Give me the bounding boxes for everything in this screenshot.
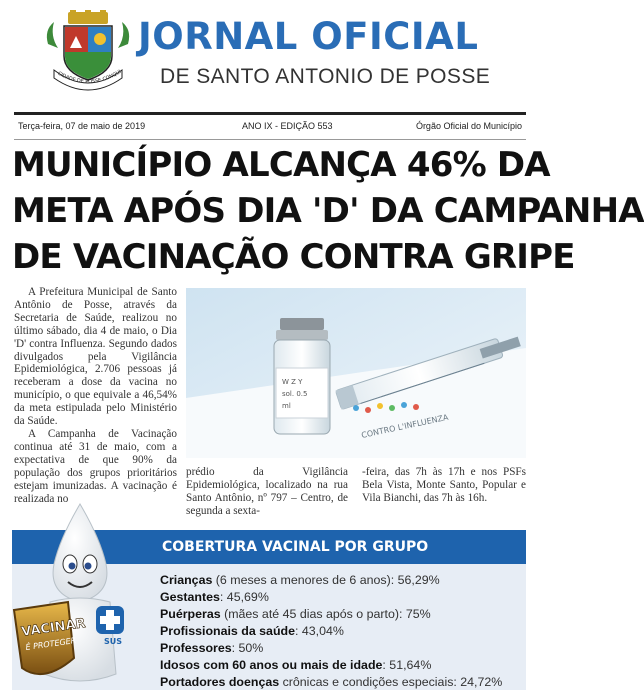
sus-label: SUS xyxy=(104,637,123,646)
article-paragraph-1: A Prefeitura Municipal de Santo Antônio de Posse, através da Secretaria de Saúde, realizou no último sábado, dia 4 de maio, o Dia 'D' contra Influenza. Segundo dados divulgados pela Vigilância Epidemiológica, 2.706 pessoas já receberam a dose da vacina no município, o que equivale a 46,54% da meta estipulada pelo Ministério da Saúde. xyxy=(14,286,177,428)
svg-text:ml: ml xyxy=(282,402,291,410)
article-column-2 xyxy=(186,466,348,518)
svg-text:W Z Y: W Z Y xyxy=(282,378,303,386)
shield-line-1: VACINAR xyxy=(20,616,87,640)
newspaper-subtitle: DE SANTO ANTONIO DE POSSE xyxy=(160,65,491,88)
publisher-label: Órgão Oficial do Município xyxy=(415,121,522,131)
dateline-bar xyxy=(14,112,526,140)
article-paragraph-2: A Campanha de Vacinação continua até 31 de maio, com a expectativa de que 90% da população dos grupos prioritários estejam imunizadas. A vacinação é realizada no xyxy=(14,427,177,505)
vaccine-photo xyxy=(186,288,526,458)
vial-box-label: CONTRO L'INFLUENZA xyxy=(360,412,450,440)
ze-gotinha-mascot-icon xyxy=(0,498,160,690)
municipal-crest-icon xyxy=(44,10,132,92)
headline xyxy=(12,142,644,280)
edition-number: ANO IX - EDIÇÃO 553 xyxy=(242,121,333,131)
coverage-row: Professores: 50% xyxy=(160,641,264,655)
newspaper-title: JORNAL OFICIAL xyxy=(138,15,479,58)
article-paragraph-3: prédio da Vigilância Epidemiológica, localizado na rua Santo Antônio, nº 797 – Centro, de segunda a sexta- xyxy=(186,466,348,517)
coverage-row: Idosos com 60 anos ou mais de idade: 51,64% xyxy=(160,658,432,672)
issue-date: Terça-feira, 07 de maio de 2019 xyxy=(18,121,146,131)
headline-line-3: DE VACINAÇÃO CONTRA GRIPE xyxy=(12,237,575,277)
coverage-row: Crianças (6 meses a menores de 6 anos): 56,29% xyxy=(160,573,440,587)
headline-line-1: MUNICÍPIO ALCANÇA 46% DA xyxy=(12,145,550,185)
coverage-title: COBERTURA VACINAL POR GRUPO xyxy=(162,539,429,555)
masthead xyxy=(0,0,540,108)
coverage-row: Puérperas (mães até 45 dias após o parto): 75% xyxy=(160,607,431,621)
crest-motto: CIDADE DE POSSE CONQUI xyxy=(56,68,123,86)
coverage-row: Gestantes: 45,69% xyxy=(160,590,269,604)
article-paragraph-4: -feira, das 7h às 17h e nos PSFs Bela Vista, Monte Santo, Popular e Vila Bianchi, das 7h às 16h. xyxy=(362,466,526,504)
headline-line-2: META APÓS DIA 'D' DA CAMPANHA xyxy=(12,191,644,231)
coverage-list xyxy=(160,572,530,691)
coverage-row: Profissionais da saúde: 43,04% xyxy=(160,624,344,638)
article-column-1 xyxy=(14,286,177,505)
shield-line-2: É PROTEGER xyxy=(25,635,77,652)
coverage-row: Portadores doenças crônicas e condições especiais: 24,72% xyxy=(160,675,503,689)
svg-text:sol. 0.5: sol. 0.5 xyxy=(282,390,308,398)
article-column-3 xyxy=(362,466,526,505)
